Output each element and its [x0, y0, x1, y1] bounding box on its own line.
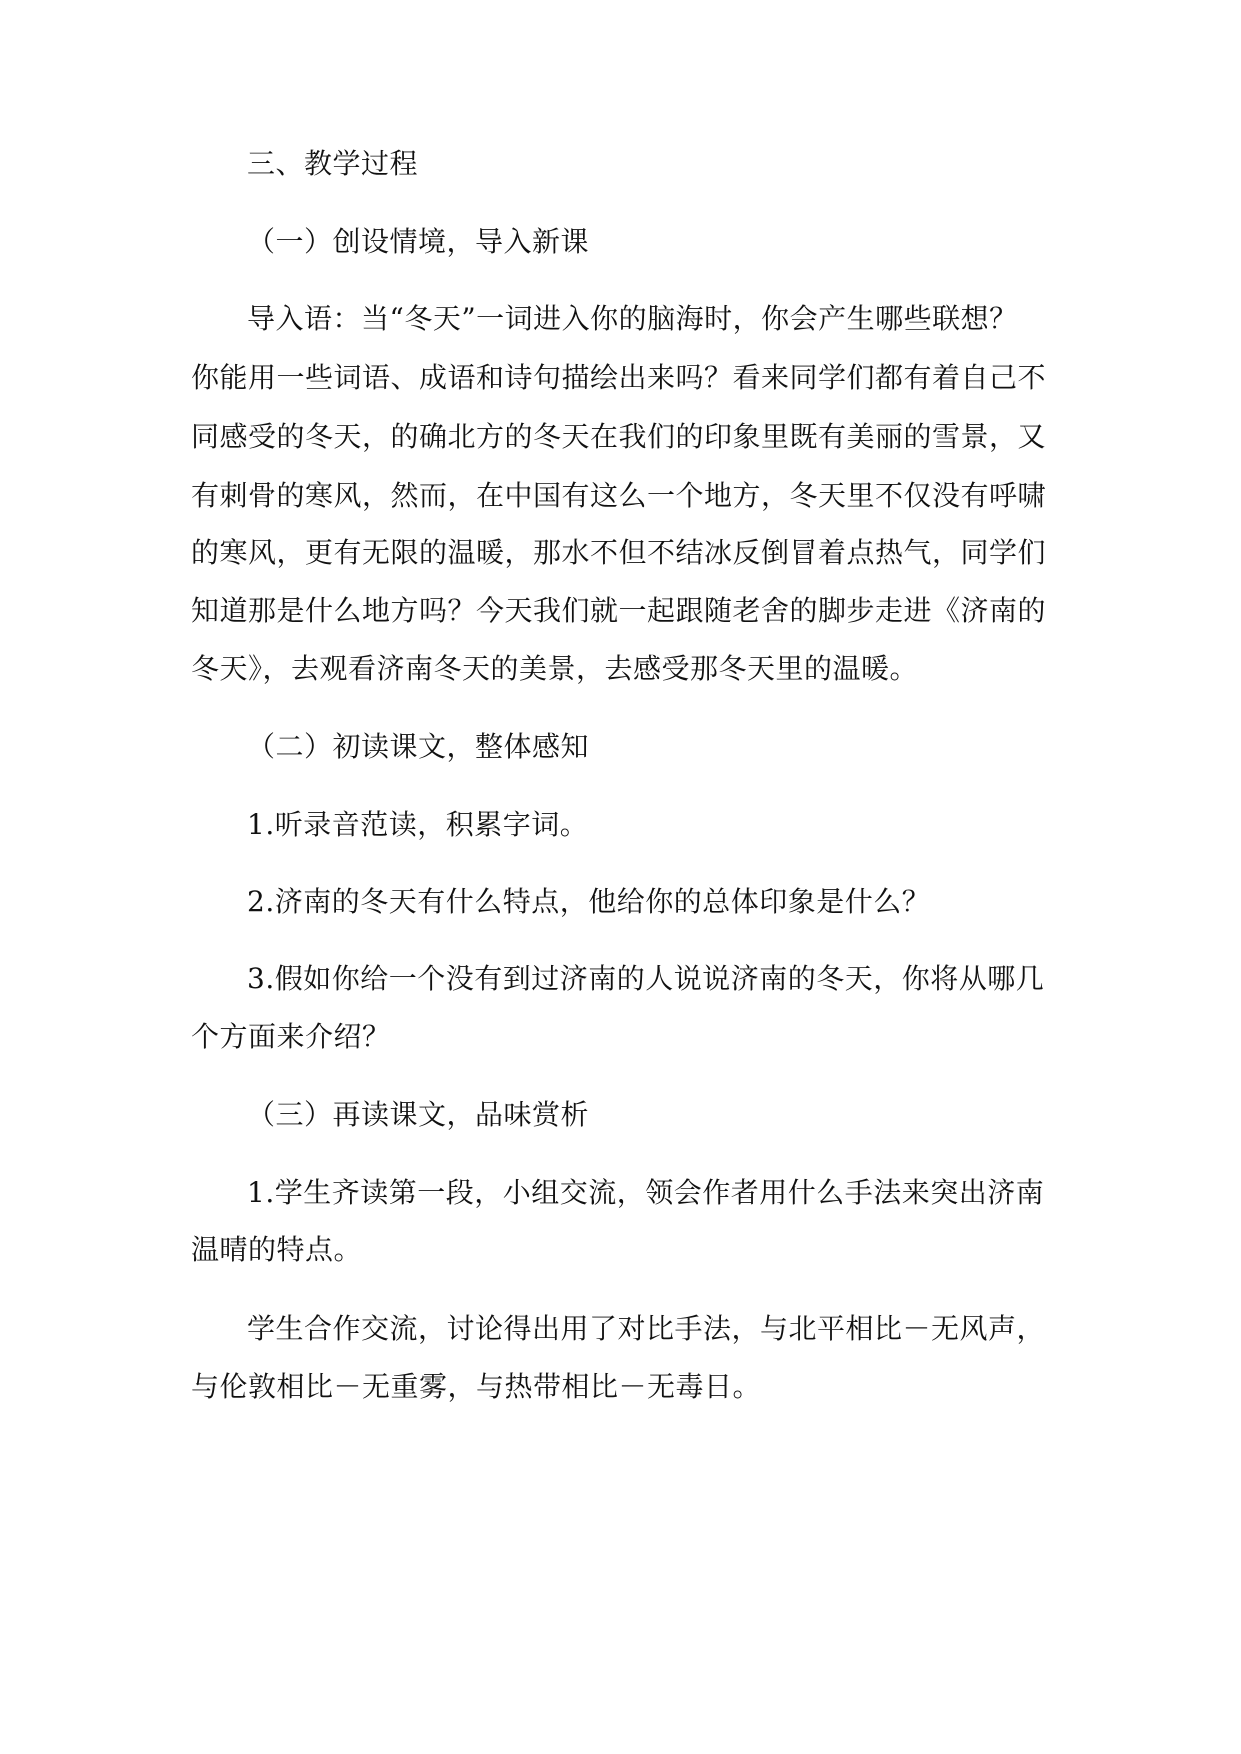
- sub1-paragraph-line-2: 你能用一些词语、成语和诗句描绘出来吗？看来同学们都有着自己不: [191, 361, 1047, 394]
- sub3-heading: （三）再读课文，品味赏析: [247, 1098, 590, 1131]
- sub3-item-1-line-1: 1.学生齐读第一段，小组交流，领会作者用什么手法来突出济南: [247, 1176, 1045, 1209]
- sub1-paragraph-line-3: 同感受的冬天，的确北方的冬天在我们的印象里既有美丽的雪景，又: [191, 420, 1047, 453]
- sub1-paragraph-line-1: 导入语：当“冬天”一词进入你的脑海时，你会产生哪些联想？: [247, 302, 1018, 335]
- sub1-paragraph-line-7: 冬天》，去观看济南冬天的美景，去感受那冬天里的温暖。: [191, 652, 919, 685]
- sub2-heading: （二）初读课文，整体感知: [247, 730, 590, 763]
- sub2-item-3-line-2: 个方面来介绍？: [191, 1020, 391, 1053]
- sub1-heading: （一）创设情境，导入新课: [247, 225, 590, 258]
- sub2-item-1: 1.听录音范读，积累字词。: [247, 808, 589, 841]
- sub2-item-2: 2.济南的冬天有什么特点，他给你的总体印象是什么？: [247, 885, 931, 918]
- sub1-paragraph-line-6: 知道那是什么地方吗？今天我们就一起跟随老舍的脚步走进《济南的: [191, 594, 1047, 627]
- sub3-answer-line-2: 与伦敦相比－无重雾，与热带相比－无毒日。: [191, 1370, 762, 1403]
- sub3-answer-line-1: 学生合作交流，讨论得出用了对比手法，与北平相比－无风声，: [247, 1312, 1046, 1345]
- sub2-item-3-line-1: 3.假如你给一个没有到过济南的人说说济南的冬天，你将从哪几: [247, 962, 1045, 995]
- sub3-item-1-line-2: 温晴的特点。: [191, 1233, 363, 1266]
- sub1-paragraph-line-5: 的寒风，更有无限的温暖，那水不但不结冰反倒冒着点热气，同学们: [191, 536, 1047, 569]
- sub1-paragraph-line-4: 有刺骨的寒风，然而，在中国有这么一个地方，冬天里不仅没有呼啸: [191, 479, 1047, 512]
- section-heading: 三、教学过程: [247, 147, 419, 180]
